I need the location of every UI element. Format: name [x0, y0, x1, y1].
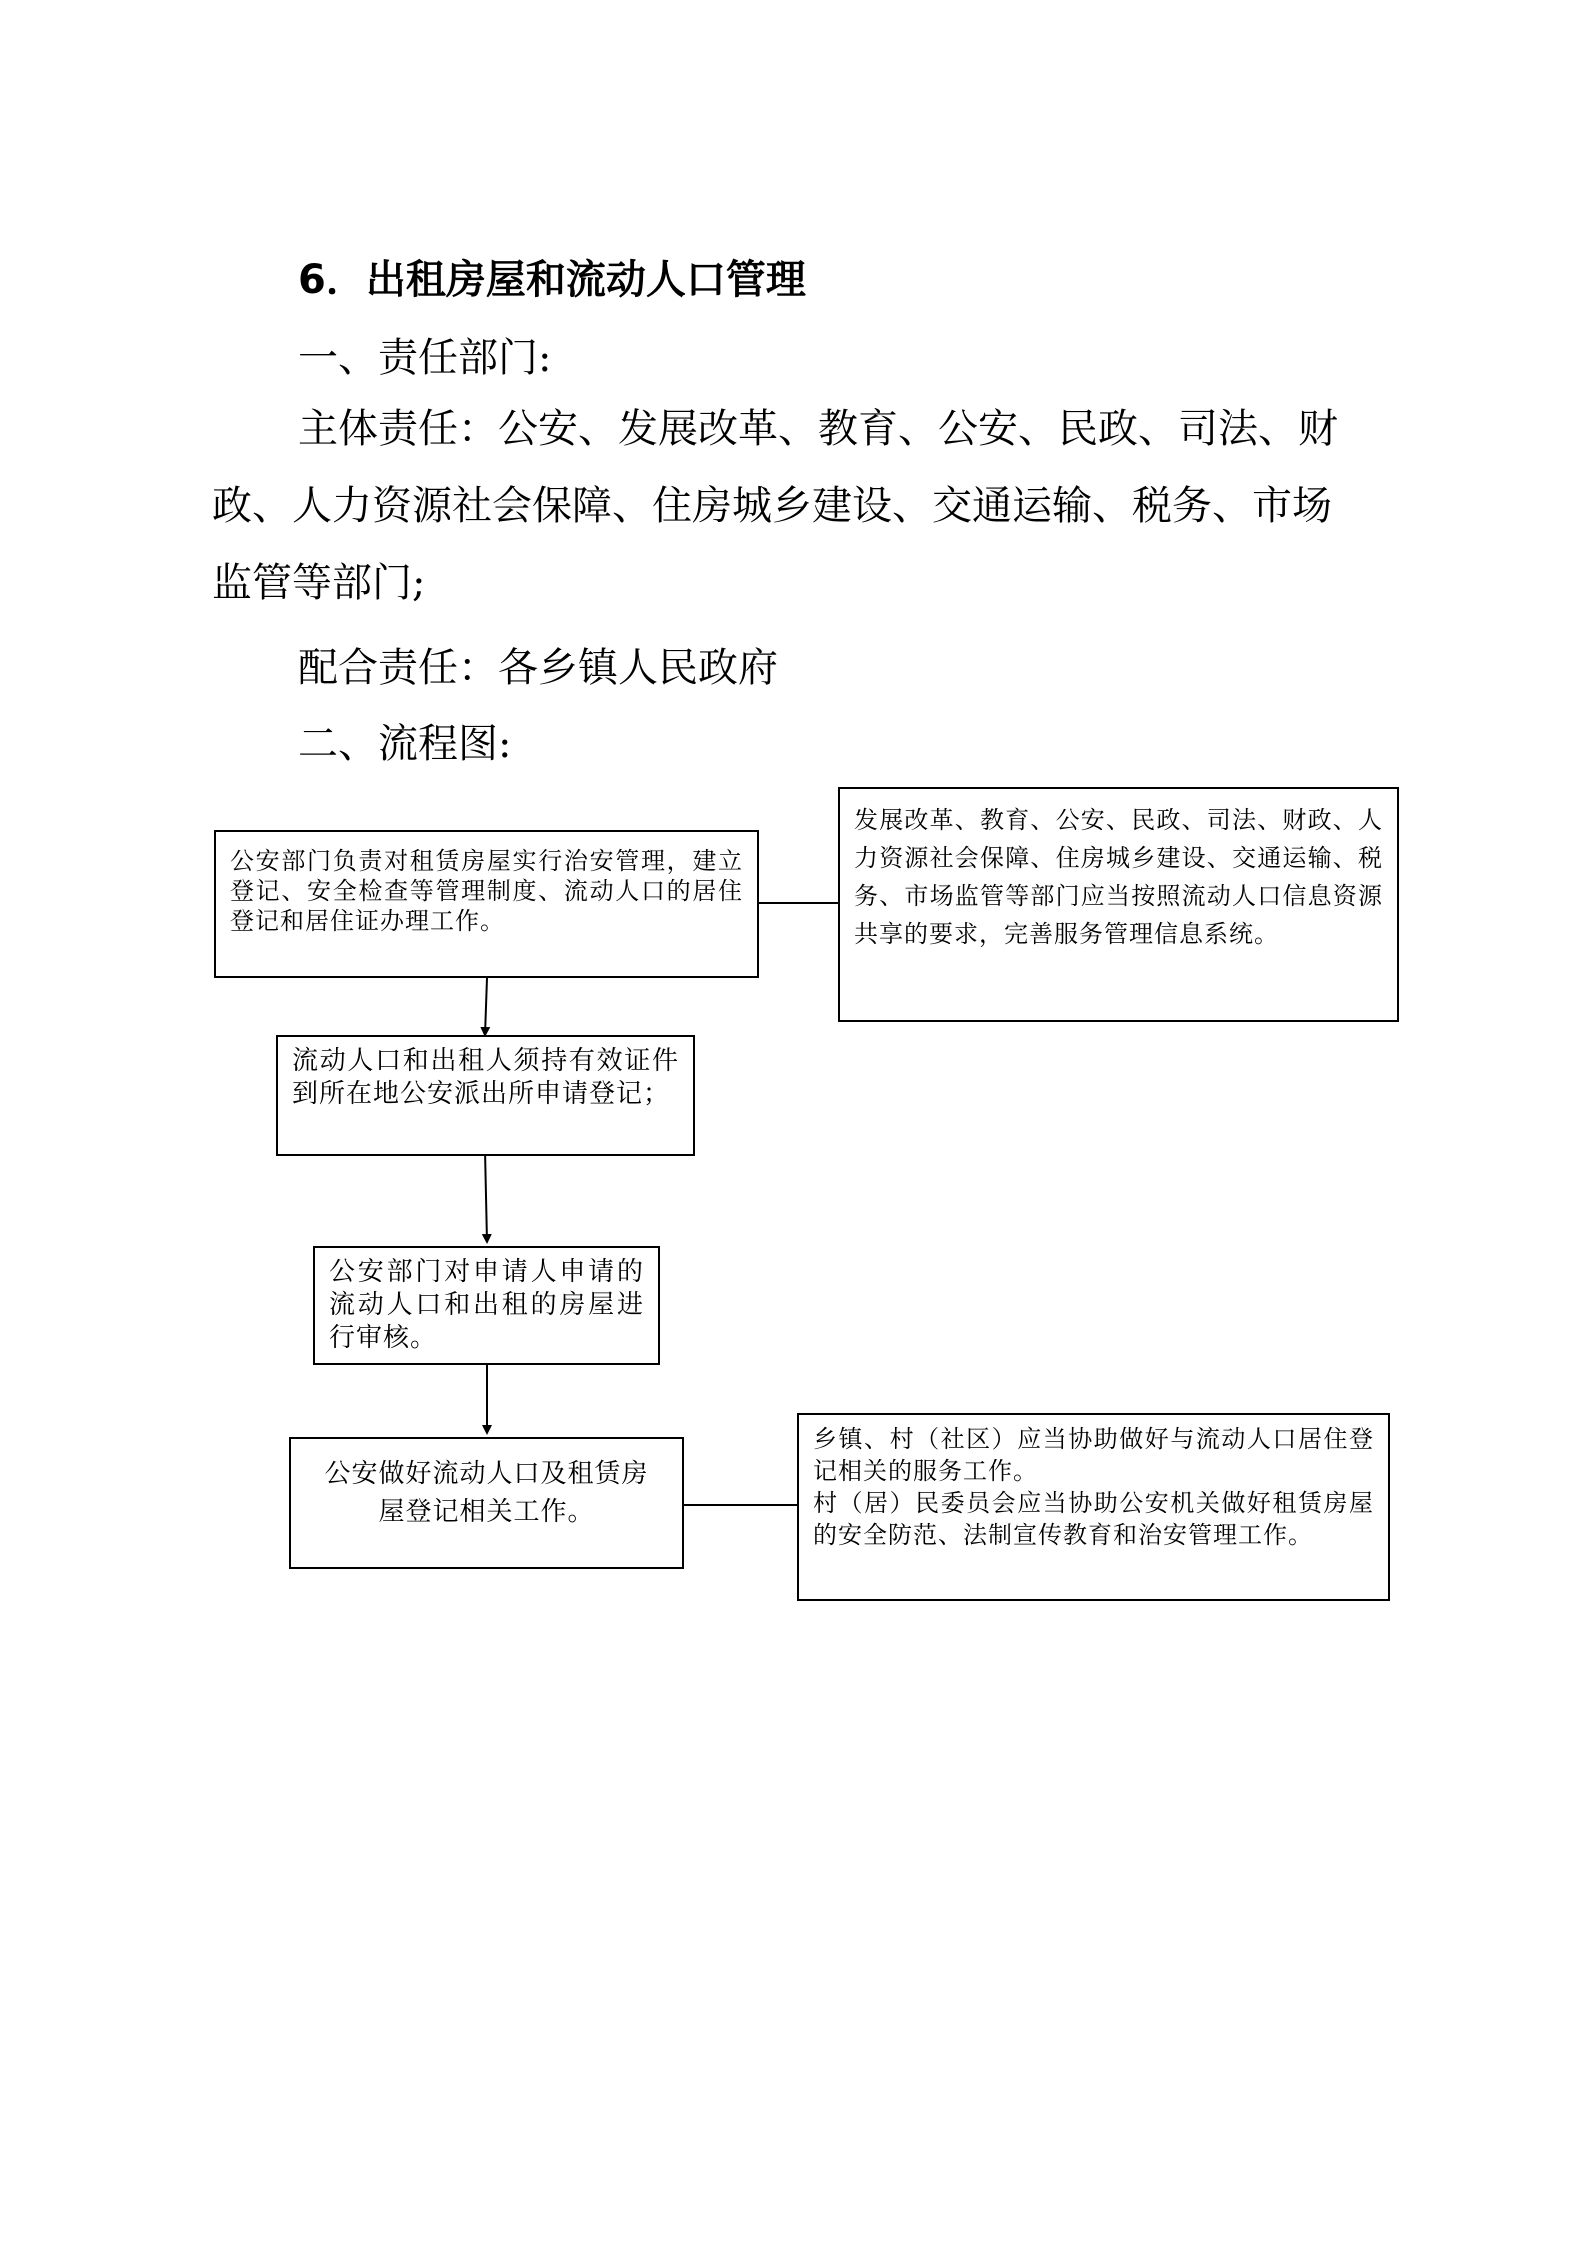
main-responsibility-text: 主体责任：公安、发展改革、教育、公安、民政、司法、财政、人力资源社会保障、住房城乡建设、交通运输、税务、市场监管等部门; [212, 406, 1338, 606]
responsible-departments-heading: 一、责任部门: [298, 335, 552, 381]
arrow-box2-to-box3 [485, 1150, 487, 1242]
flow-box-registration-work: 公安做好流动人口及租赁房屋登记相关工作。 [289, 1437, 684, 1569]
arrow-box1-to-box2 [485, 978, 487, 1035]
township-assistance-line2: 村（居）民委员会应当协助公安机关做好租赁房屋的安全防范、法制宣传教育和治安管理工作。 [813, 1489, 1374, 1549]
flow-box-registration-application: 流动人口和出租人须持有效证件到所在地公安派出所申请登记； [276, 1035, 695, 1156]
supporting-responsibility-text: 配合责任：各乡镇人民政府 [298, 645, 778, 691]
flow-box-township-assistance [797, 1413, 1390, 1601]
flow-box-review: 公安部门对申请人申请的流动人口和出租的房屋进行审核。 [313, 1246, 660, 1365]
section-title: 6．出租房屋和流动人口管理 [298, 257, 806, 303]
township-assistance-line1: 乡镇、村（社区）应当协助做好与流动人口居住登记相关的服务工作。 [813, 1425, 1374, 1485]
flowchart-heading: 二、流程图: [298, 721, 512, 767]
flow-box-police-management: 公安部门负责对租赁房屋实行治安管理，建立登记、安全检查等管理制度、流动人口的居住登记和居住证办理工作。 [214, 830, 759, 978]
flow-box-departments-info-system: 发展改革、教育、公安、民政、司法、财政、人力资源社会保障、住房城乡建设、交通运输、税务、市场监管等部门应当按照流动人口信息资源共享的要求，完善服务管理信息系统。 [838, 787, 1399, 1022]
